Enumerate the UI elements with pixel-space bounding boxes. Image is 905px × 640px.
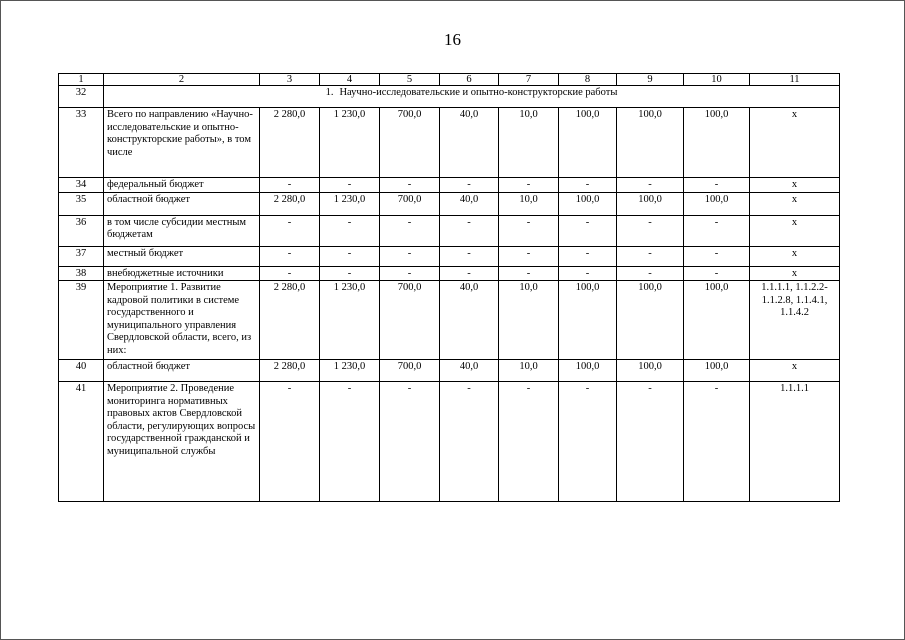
table-row (59, 281, 840, 360)
value-cell: - (260, 215, 320, 246)
value-cell: 700,0 (380, 192, 440, 215)
table-row (59, 382, 840, 502)
column-header: 9 (617, 74, 684, 86)
row-number: 34 (59, 178, 104, 193)
value-cell: - (684, 246, 750, 266)
value-cell: 100,0 (559, 192, 617, 215)
value-cell: 1 230,0 (320, 108, 380, 178)
value-cell: - (320, 215, 380, 246)
value-cell: 10,0 (499, 108, 559, 178)
value-cell: 2 280,0 (260, 192, 320, 215)
value-cell: - (617, 246, 684, 266)
target-reference: 1.1.1.1, 1.1.2.2-1.1.2.8, 1.1.4.1, 1.1.4.2 (750, 281, 840, 360)
column-header: 4 (320, 74, 380, 86)
table-row (59, 178, 840, 193)
value-cell: 1 230,0 (320, 281, 380, 360)
column-header: 10 (684, 74, 750, 86)
value-cell: - (380, 178, 440, 193)
value-cell: - (260, 178, 320, 193)
value-cell: - (380, 266, 440, 281)
value-cell: 100,0 (617, 108, 684, 178)
value-cell: 700,0 (380, 360, 440, 382)
column-number-row (59, 74, 840, 86)
value-cell: 10,0 (499, 281, 559, 360)
value-cell: 2 280,0 (260, 281, 320, 360)
row-number: 37 (59, 246, 104, 266)
target-reference: х (750, 178, 840, 193)
value-cell: - (617, 178, 684, 193)
column-header: 2 (104, 74, 260, 86)
value-cell: - (559, 178, 617, 193)
column-header: 3 (260, 74, 320, 86)
value-cell: - (440, 215, 499, 246)
table-row (59, 215, 840, 246)
value-cell: - (440, 178, 499, 193)
value-cell: 40,0 (440, 108, 499, 178)
value-cell: 700,0 (380, 281, 440, 360)
row-number: 40 (59, 360, 104, 382)
column-header: 1 (59, 74, 104, 86)
value-cell: 100,0 (684, 108, 750, 178)
value-cell: - (440, 246, 499, 266)
value-cell: - (559, 246, 617, 266)
table-row (59, 266, 840, 281)
column-header: 5 (380, 74, 440, 86)
value-cell: - (499, 246, 559, 266)
column-header: 11 (750, 74, 840, 86)
value-cell: - (559, 215, 617, 246)
value-cell: - (499, 178, 559, 193)
value-cell: 40,0 (440, 360, 499, 382)
value-cell: 100,0 (559, 281, 617, 360)
value-cell: 10,0 (499, 192, 559, 215)
value-cell: - (440, 266, 499, 281)
row-number: 41 (59, 382, 104, 502)
section-row (59, 86, 840, 108)
value-cell: 2 280,0 (260, 108, 320, 178)
column-header: 6 (440, 74, 499, 86)
value-cell: - (617, 382, 684, 502)
column-header: 7 (499, 74, 559, 86)
value-cell: - (320, 246, 380, 266)
target-reference: х (750, 215, 840, 246)
row-name: местный бюджет (104, 246, 260, 266)
value-cell: - (499, 382, 559, 502)
value-cell: 100,0 (617, 192, 684, 215)
value-cell: 40,0 (440, 192, 499, 215)
row-name: федеральный бюджет (104, 178, 260, 193)
value-cell: - (380, 382, 440, 502)
value-cell: - (260, 382, 320, 502)
row-name: Мероприятие 1. Развитие кадровой политики в системе государственного и муниципального управления Свердловской области, всего, из них: (104, 281, 260, 360)
row-name: внебюджетные источники (104, 266, 260, 281)
value-cell: - (684, 382, 750, 502)
row-name: областной бюджет (104, 360, 260, 382)
value-cell: 100,0 (617, 360, 684, 382)
value-cell: 2 280,0 (260, 360, 320, 382)
value-cell: 100,0 (684, 192, 750, 215)
value-cell: 100,0 (684, 360, 750, 382)
row-number: 39 (59, 281, 104, 360)
target-reference: х (750, 192, 840, 215)
value-cell: - (260, 266, 320, 281)
row-number: 32 (59, 86, 104, 108)
section-title-cell (104, 86, 840, 108)
value-cell: 100,0 (684, 281, 750, 360)
table-row (59, 360, 840, 382)
section-title: Научно-исследовательские и опытно-конструкторские работы (339, 87, 618, 98)
value-cell: - (684, 266, 750, 281)
value-cell: 10,0 (499, 360, 559, 382)
value-cell: 700,0 (380, 108, 440, 178)
value-cell: - (684, 178, 750, 193)
value-cell: - (617, 215, 684, 246)
value-cell: - (559, 382, 617, 502)
value-cell: - (320, 382, 380, 502)
budget-table (58, 73, 840, 502)
row-name: областной бюджет (104, 192, 260, 215)
target-reference: х (750, 108, 840, 178)
value-cell: - (499, 215, 559, 246)
value-cell: 1 230,0 (320, 360, 380, 382)
value-cell: - (320, 178, 380, 193)
row-number: 38 (59, 266, 104, 281)
target-reference: х (750, 360, 840, 382)
value-cell: 100,0 (559, 108, 617, 178)
table-row (59, 108, 840, 178)
value-cell: - (380, 246, 440, 266)
row-number: 36 (59, 215, 104, 246)
value-cell: - (499, 266, 559, 281)
page-number: 16 (444, 30, 461, 49)
value-cell: 100,0 (559, 360, 617, 382)
value-cell: 100,0 (617, 281, 684, 360)
value-cell: 40,0 (440, 281, 499, 360)
target-reference: х (750, 246, 840, 266)
value-cell: - (617, 266, 684, 281)
target-reference: х (750, 266, 840, 281)
row-name: Всего по направлению «Научно-исследовательские и опытно-конструкторские работы», в том числе (104, 108, 260, 178)
section-number: 1. (325, 87, 334, 98)
value-cell: 1 230,0 (320, 192, 380, 215)
table-row (59, 246, 840, 266)
row-name: в том числе субсидии местным бюджетам (104, 215, 260, 246)
value-cell: - (260, 246, 320, 266)
row-name: Мероприятие 2. Проведение мониторинга нормативных правовых актов Свердловской области, регулирующих вопросы государственной гражданской и муниципальной службы (104, 382, 260, 502)
value-cell: - (380, 215, 440, 246)
target-reference: 1.1.1.1 (750, 382, 840, 502)
value-cell: - (684, 215, 750, 246)
value-cell: - (440, 382, 499, 502)
table-row (59, 192, 840, 215)
row-number: 35 (59, 192, 104, 215)
value-cell: - (559, 266, 617, 281)
column-header: 8 (559, 74, 617, 86)
row-number: 33 (59, 108, 104, 178)
value-cell: - (320, 266, 380, 281)
